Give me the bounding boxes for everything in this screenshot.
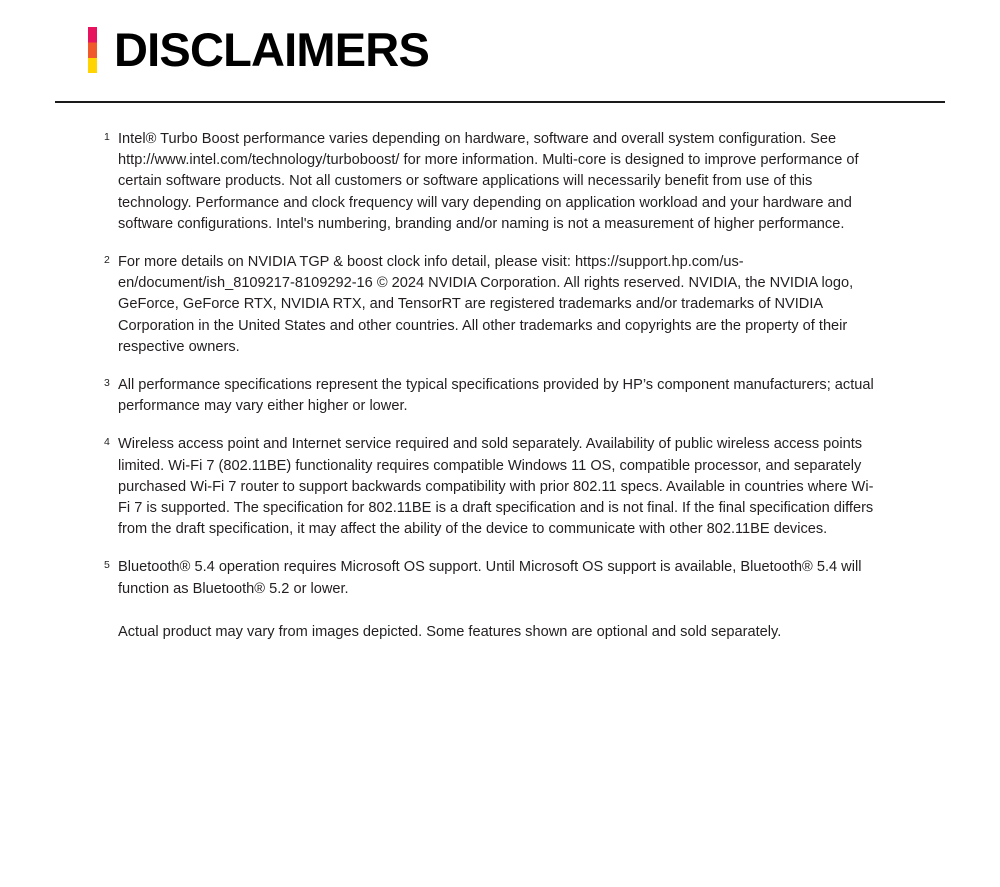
footnote-text: Bluetooth® 5.4 operation requires Microsoft OS support. Until Microsoft OS support is available, Bluetooth® 5.4 will function as Bluetooth® 5.2 or lower. (118, 559, 862, 597)
list-item (104, 252, 876, 358)
page-title-row (88, 23, 429, 76)
footnote-text: Wireless access point and Internet service required and sold separately. Availability of public wireless access points limited. Wi-Fi 7 (802.11BE) functionality requires compatible Windows 11 OS, compatible processor, and separately purchased Wi-Fi 7 router to support backwards compatibility with prior 802.11 specs. Available in countries where Wi-Fi 7 is supported. The specification for 802.11BE is a draft specification and is not final. If the final specification differs from the draft specification, it may affect the ability of the device to communicate with other 802.11BE devices. (118, 436, 874, 538)
footnote-marker: 1 (104, 131, 110, 143)
footnote-marker: 4 (104, 436, 110, 449)
footnote-marker: 3 (104, 377, 110, 390)
list-item (104, 375, 876, 417)
list-item (104, 557, 876, 599)
brand-accent-bar (88, 27, 97, 73)
list-item (104, 434, 876, 540)
list-item (104, 622, 876, 643)
footnote-text: All performance specifications represent the typical specifications provided by HP’s component manufacturers; actual performance may vary either higher or lower. (118, 377, 874, 415)
header-divider (55, 101, 945, 103)
footnote-text: Actual product may vary from images depicted. Some features shown are optional and sold separately. (118, 623, 782, 640)
footnote-marker: 5 (104, 559, 110, 572)
disclaimer-list (104, 129, 876, 660)
footnote-marker: 2 (104, 254, 110, 267)
page-title: DISCLAIMERS (114, 23, 429, 76)
footnote-text: For more details on NVIDIA TGP & boost clock info detail, please visit: https://support.hp.com/us-en/document/ish_8109217-8109292-16 © 2024 NVIDIA Corporation. All rights reserved. NVIDIA, the NVIDIA logo, GeForce, GeForce RTX, NVIDIA RTX, and TensorRT are registered trademarks and/or trademarks of NVIDIA Corporation in the United States and other countries. All other trademarks and copyrights are the property of their respective owners. (118, 254, 854, 355)
list-item (104, 129, 876, 235)
footnote-text: Intel® Turbo Boost performance varies depending on hardware, software and overall system configuration. See http://www.intel.com/technology/turboboost/ for more information. Multi-core is designed to improve performance of certain software products. Not all customers or software applications will necessarily benefit from use of this technology. Performance and clock frequency will vary depending on application workload and your hardware and software configurations. Intel's numbering, branding and/or naming is not a measurement of higher performance. (118, 131, 859, 232)
